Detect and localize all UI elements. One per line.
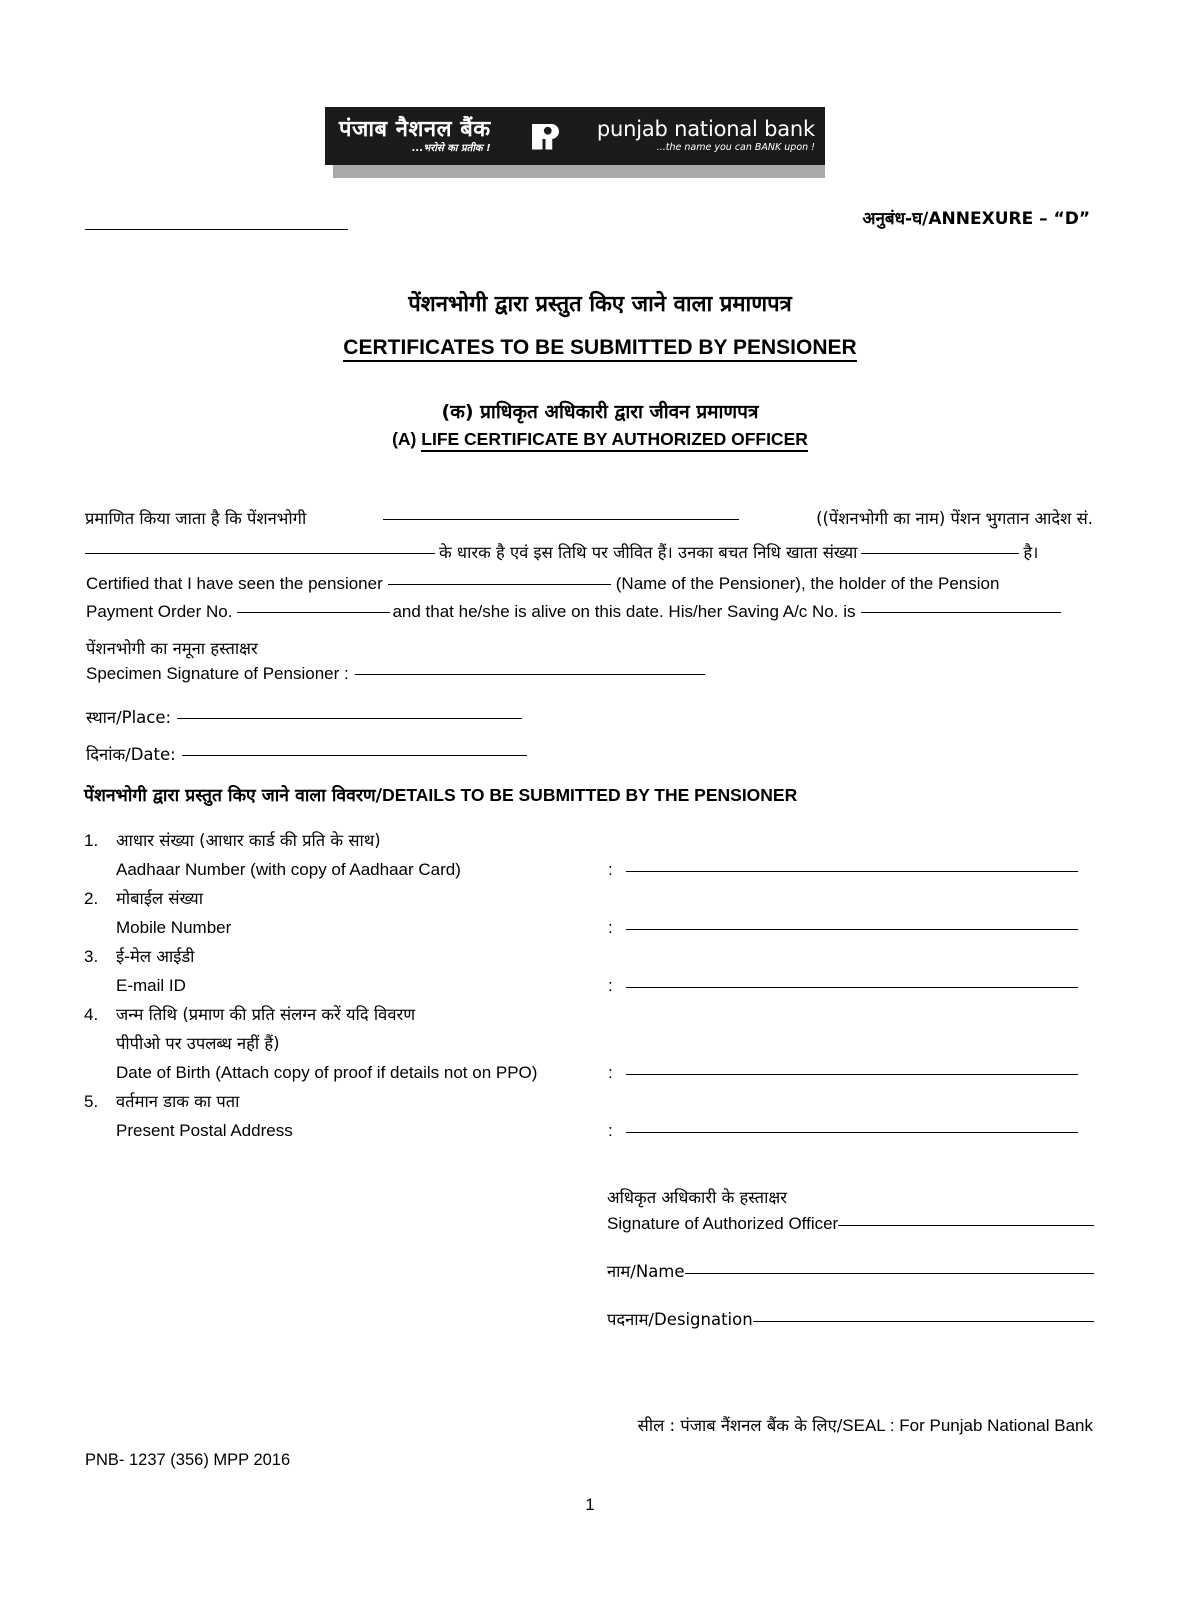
list-item [84,942,1094,1000]
form-code: PNB- 1237 (356) MPP 2016 [85,1451,291,1469]
detail-answer [608,1121,1078,1141]
detail-label-hindi: जन्म तिथि (प्रमाण की प्रति संलग्न करें यदि विवरण [116,1005,416,1024]
list-item [84,1087,1094,1145]
logo-english-group [597,119,815,153]
list-item [84,826,1094,884]
seal-line [0,1413,1093,1436]
page-title-hindi: पेंशनभोगी द्वारा प्रस्तुत किए जाने वाला प्रमाणपत्र [408,292,792,317]
officer-signature-label-english: Signature of Authorized Officer [607,1214,839,1233]
specimen-signature-row [86,661,705,686]
logo-grey-bar [333,165,825,178]
cert-hindi-text-1: प्रमाणित किया जाता है कि पेंशनभोगी [85,509,307,528]
officer-designation-row [607,1307,1094,1333]
officer-designation-field[interactable] [753,1321,1094,1322]
detail-answer [608,1063,1078,1083]
details-heading-hindi: पेंशनभोगी द्वारा प्रस्तुत किए जाने वाला विवरण∕ [84,786,383,806]
certification-paragraph-hindi [85,502,1093,570]
cert-english-line-1 [86,570,1092,598]
officer-name-field[interactable] [685,1273,1094,1274]
detail-label-english: Aadhaar Number (with copy of Aadhaar Card) [116,860,461,879]
officer-signature-label-hindi: अधिकृत अधिकारी के हस्ताक्षर [607,1188,787,1207]
detail-labels [116,826,626,884]
place-label: स्थान∕Place: [86,708,172,727]
spacer [607,1285,1094,1307]
detail-labels [116,942,626,1000]
pnb-logo-icon [529,121,559,151]
cert-english-text-1: Certified that I have seen the pensioner [86,574,383,593]
details-heading [84,783,797,807]
date-row [86,742,527,765]
email-id-field[interactable] [626,987,1078,988]
logo-hindi-tagline: ...भरोसे का प्रतीक ! [411,142,491,154]
officer-signature-row [607,1211,1094,1237]
date-label: दिनांक∕Date: [86,745,176,764]
pensioner-name-blank-en[interactable] [388,584,611,585]
detail-label-hindi-line2: पीपीओ पर उपलब्ध नहीं हैं) [116,1034,280,1053]
section-a-title-english [0,429,1200,450]
detail-labels [116,1087,626,1145]
section-a-prefix: (A) [392,429,417,449]
top-blank-rule [85,210,348,230]
page-title-english-text: CERTIFICATES TO BE SUBMITTED BY PENSIONER [343,336,856,362]
detail-colon: : [608,1121,613,1140]
specimen-signature-label-hindi: पेंशनभोगी का नमूना हस्ताक्षर [86,639,258,658]
cert-english-text-4: and that he/she is alive on this date. His/her Saving A/c No. is [392,602,856,621]
cert-hindi-line-1 [85,502,1093,536]
logo-hindi-group [339,116,491,154]
officer-designation-label: पदनाम∕Designation [607,1310,753,1329]
detail-number: 4. [84,1005,99,1024]
page-number: 1 [585,1495,595,1514]
specimen-signature-block [86,636,705,686]
detail-colon: : [608,918,613,937]
section-a-title-hindi: (क) प्राधिकृत अधिकारी द्वारा जीवन प्रमाणपत्र [441,401,759,423]
present-postal-address-field[interactable] [626,1132,1078,1133]
bank-logo [325,107,825,178]
date-blank[interactable] [182,755,527,756]
aadhaar-number-field[interactable] [626,871,1078,872]
detail-number: 5. [84,1092,99,1111]
detail-label-hindi: वर्तमान डाक का पता [116,1092,240,1111]
cert-english-text-3: Payment Order No. [86,602,233,621]
detail-number: 1. [84,831,99,850]
logo-english-name: punjab national bank [596,117,815,142]
detail-label-hindi: आधार संख्या (आधार कार्ड की प्रति के साथ) [116,831,381,850]
details-heading-english: DETAILS TO BE SUBMITTED BY THE PENSIONER [382,785,798,805]
page-title-english [0,336,1200,360]
seal-label-english: SEAL : For Punjab National Bank [842,1416,1093,1435]
detail-answer [608,860,1078,880]
date-of-birth-field[interactable] [626,1074,1078,1075]
mobile-number-field[interactable] [626,929,1078,930]
list-item [84,884,1094,942]
cert-hindi-text-3: के धारक है एवं इस तिथि पर जीवित हैं। उनका बचत निधि खाता संख्या [439,543,858,562]
cert-hindi-text-2: ((पेंशनभोगी का नाम) पेंशन भुगतान आदेश सं. [816,509,1093,528]
cert-english-text-2: (Name of the Pensioner), the holder of the Pension [615,574,1000,593]
ppo-number-blank-hi[interactable] [85,553,435,554]
authorized-officer-block [607,1185,1094,1333]
details-list [84,826,1094,1145]
detail-number: 2. [84,889,99,908]
officer-name-row [607,1259,1094,1285]
place-blank[interactable] [177,718,522,719]
cert-english-line-2 [86,598,1092,626]
detail-colon: : [608,1063,613,1082]
cert-hindi-line-2 [85,536,1093,570]
spacer [607,1237,1094,1259]
detail-answer [608,918,1078,938]
section-a-title-english-text: LIFE CERTIFICATE BY AUTHORIZED OFFICER [421,429,808,452]
detail-colon: : [608,860,613,879]
seal-label-hindi: सील : पंजाब नैंशनल बैंक के लिए∕ [637,1416,843,1435]
detail-number: 3. [84,947,99,966]
officer-name-label: नाम∕Name [607,1262,685,1281]
cert-hindi-text-4: है। [1023,543,1039,562]
pensioner-name-blank-hi[interactable] [383,519,739,520]
detail-answer [608,976,1078,996]
list-item [84,1000,1094,1087]
logo-hindi-name: पंजाब नैशनल बैंक [339,116,491,142]
detail-label-hindi: ई-मेल आईडी [116,947,195,966]
officer-signature-field[interactable] [838,1225,1094,1226]
detail-label-english: Date of Birth (Attach copy of proof if details not on PPO) [116,1063,538,1082]
detail-label-english: Mobile Number [116,918,232,937]
annexure-label: अनुबंध-घ∕ANNEXURE – “D” [862,209,1090,229]
detail-colon: : [608,976,613,995]
logo-banner [325,107,825,165]
detail-label-english: Present Postal Address [116,1121,293,1140]
place-row [86,705,522,728]
account-number-blank-hi[interactable] [861,553,1019,554]
annexure-row [85,206,1090,230]
specimen-signature-blank[interactable] [355,674,705,675]
logo-english-tagline: ...the name you can BANK upon ! [656,142,815,154]
detail-labels [116,1000,626,1087]
ppo-number-blank-en[interactable] [237,612,390,613]
account-number-blank-en[interactable] [861,612,1061,613]
detail-label-hindi: मोबाईल संख्या [116,889,204,908]
specimen-signature-label-english: Specimen Signature of Pensioner : [86,664,349,683]
detail-label-english: E-mail ID [116,976,186,995]
detail-labels [116,884,626,942]
certification-paragraph-english [86,570,1092,626]
